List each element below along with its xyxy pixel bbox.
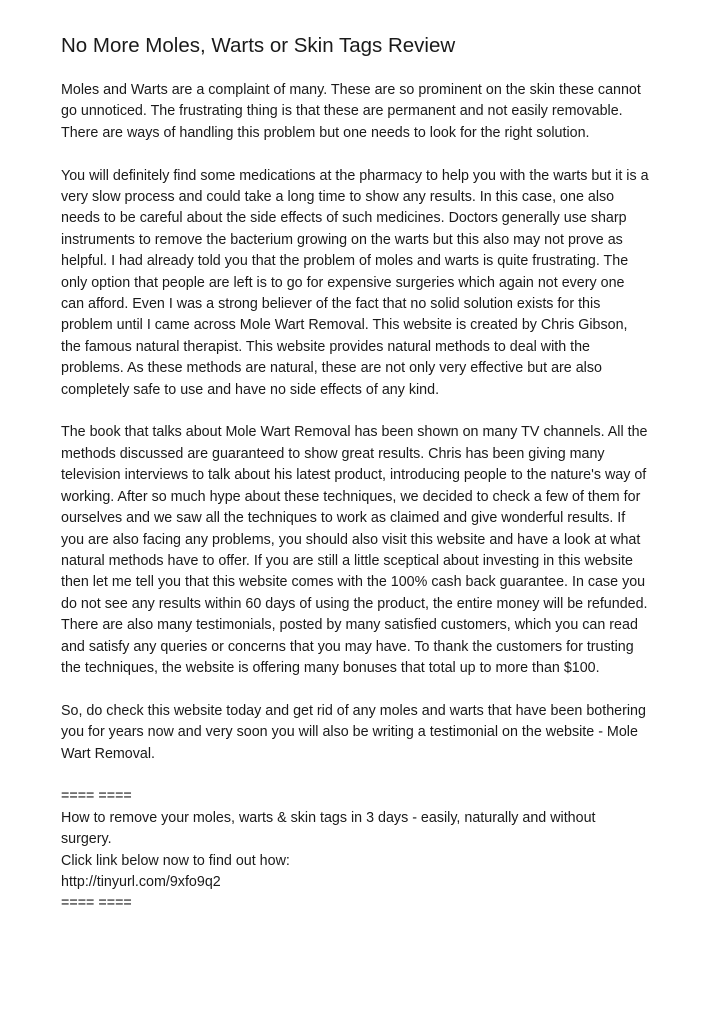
paragraph-line: can afford. Even I was a strong believer of the fact that no solid solution exists for this <box>61 296 601 313</box>
paragraph-line: You will definitely find some medications at the pharmacy to help you with the warts but it is a <box>61 167 649 184</box>
paragraph-line: problems. As these methods are natural, these are not only very effective but are also <box>61 360 602 377</box>
paragraph-line: helpful. I had already told you that the problem of moles and warts is quite frustrating. The <box>61 253 629 270</box>
call-to-action: Click link below now to find out how: <box>61 852 290 869</box>
paragraph-line: Moles and Warts are a complaint of many. These are so prominent on the skin these cannot <box>61 82 641 98</box>
promo-text-line-2: surgery. <box>61 831 112 848</box>
paragraph <box>61 80 671 144</box>
paragraph-line: the famous natural therapist. This website provides natural methods to deal with the <box>61 338 591 355</box>
paragraph <box>61 701 671 765</box>
paragraph-line: working. After so much hype about these techniques, we decided to check a few of them for <box>61 488 641 505</box>
separator-bottom: ==== ==== <box>61 895 132 912</box>
paragraph-line: So, do check this website today and get rid of any moles and warts that have been bothering <box>61 702 646 719</box>
paragraph-line: The book that talks about Mole Wart Removal has been shown on many TV channels. All the <box>61 424 648 441</box>
paragraph-line: Wart Removal. <box>61 745 156 762</box>
paragraph-line: television interviews to talk about his latest product, introducing people to the nature's way of <box>61 467 647 484</box>
paragraph-line: completely safe to use and have no side effects of any kind. <box>61 381 440 398</box>
paragraph-line: methods discussed are guaranteed to show great results. Chris has been giving many <box>61 445 605 462</box>
paragraph-line: the techniques, the website is offering many bonuses that total up to more than $100. <box>61 659 600 676</box>
paragraph-line: instruments to remove the bacterium growing on the warts but this also may not prove as <box>61 231 623 248</box>
article-body <box>61 80 671 765</box>
paragraph-line: problem until I came across Mole Wart Removal. This website is created by Chris Gibson, <box>61 317 628 334</box>
paragraph-line: very slow process and could take a long time to show any results. In this case, one also <box>61 189 615 206</box>
document-page <box>61 32 671 915</box>
paragraph-line: ourselves and we saw all the techniques to work as claimed and give wonderful results. If <box>61 510 626 527</box>
paragraph-line: and satisfy any queries or concerns that you may have. To thank the customers for trusting <box>61 638 634 655</box>
paragraph-line: you are also facing any problems, you should also visit this website and have a look at what <box>61 531 641 548</box>
paragraph-line: go unnoticed. The frustrating thing is that these are permanent and not easily removable. <box>61 103 623 120</box>
paragraph-line: natural methods have to offer. If you are still a little sceptical about investing in this website <box>61 552 633 569</box>
paragraph-line: needs to be careful about the side effects of such medicines. Doctors generally use sharp <box>61 210 627 227</box>
promo-text-line-1: How to remove your moles, warts & skin tags in 3 days - easily, naturally and without <box>61 809 596 826</box>
paragraph-line: There are ways of handling this problem but one needs to look for the right solution. <box>61 124 590 141</box>
separator-top: ==== ==== <box>61 788 132 805</box>
paragraph-line: then let me tell you that this website comes with the 100% cash back guarantee. In case you <box>61 574 646 591</box>
paragraph-line: you for years now and very soon you will also be writing a testimonial on the website - Mole <box>61 724 638 741</box>
paragraph-line: do not see any results within 60 days of using the product, the entire money will be refunded. <box>61 595 648 612</box>
page-title: No More Moles, Warts or Skin Tags Review <box>61 34 456 57</box>
promo-footer <box>61 786 671 914</box>
paragraph <box>61 166 671 401</box>
paragraph <box>61 422 671 679</box>
promo-link[interactable]: http://tinyurl.com/9xfo9q2 <box>61 873 221 890</box>
paragraph-line: only option that people are left is to go for expensive surgeries which again not every one <box>61 274 625 291</box>
paragraph-line: There are also many testimonials, posted by many satisfied customers, which you can read <box>61 617 638 634</box>
